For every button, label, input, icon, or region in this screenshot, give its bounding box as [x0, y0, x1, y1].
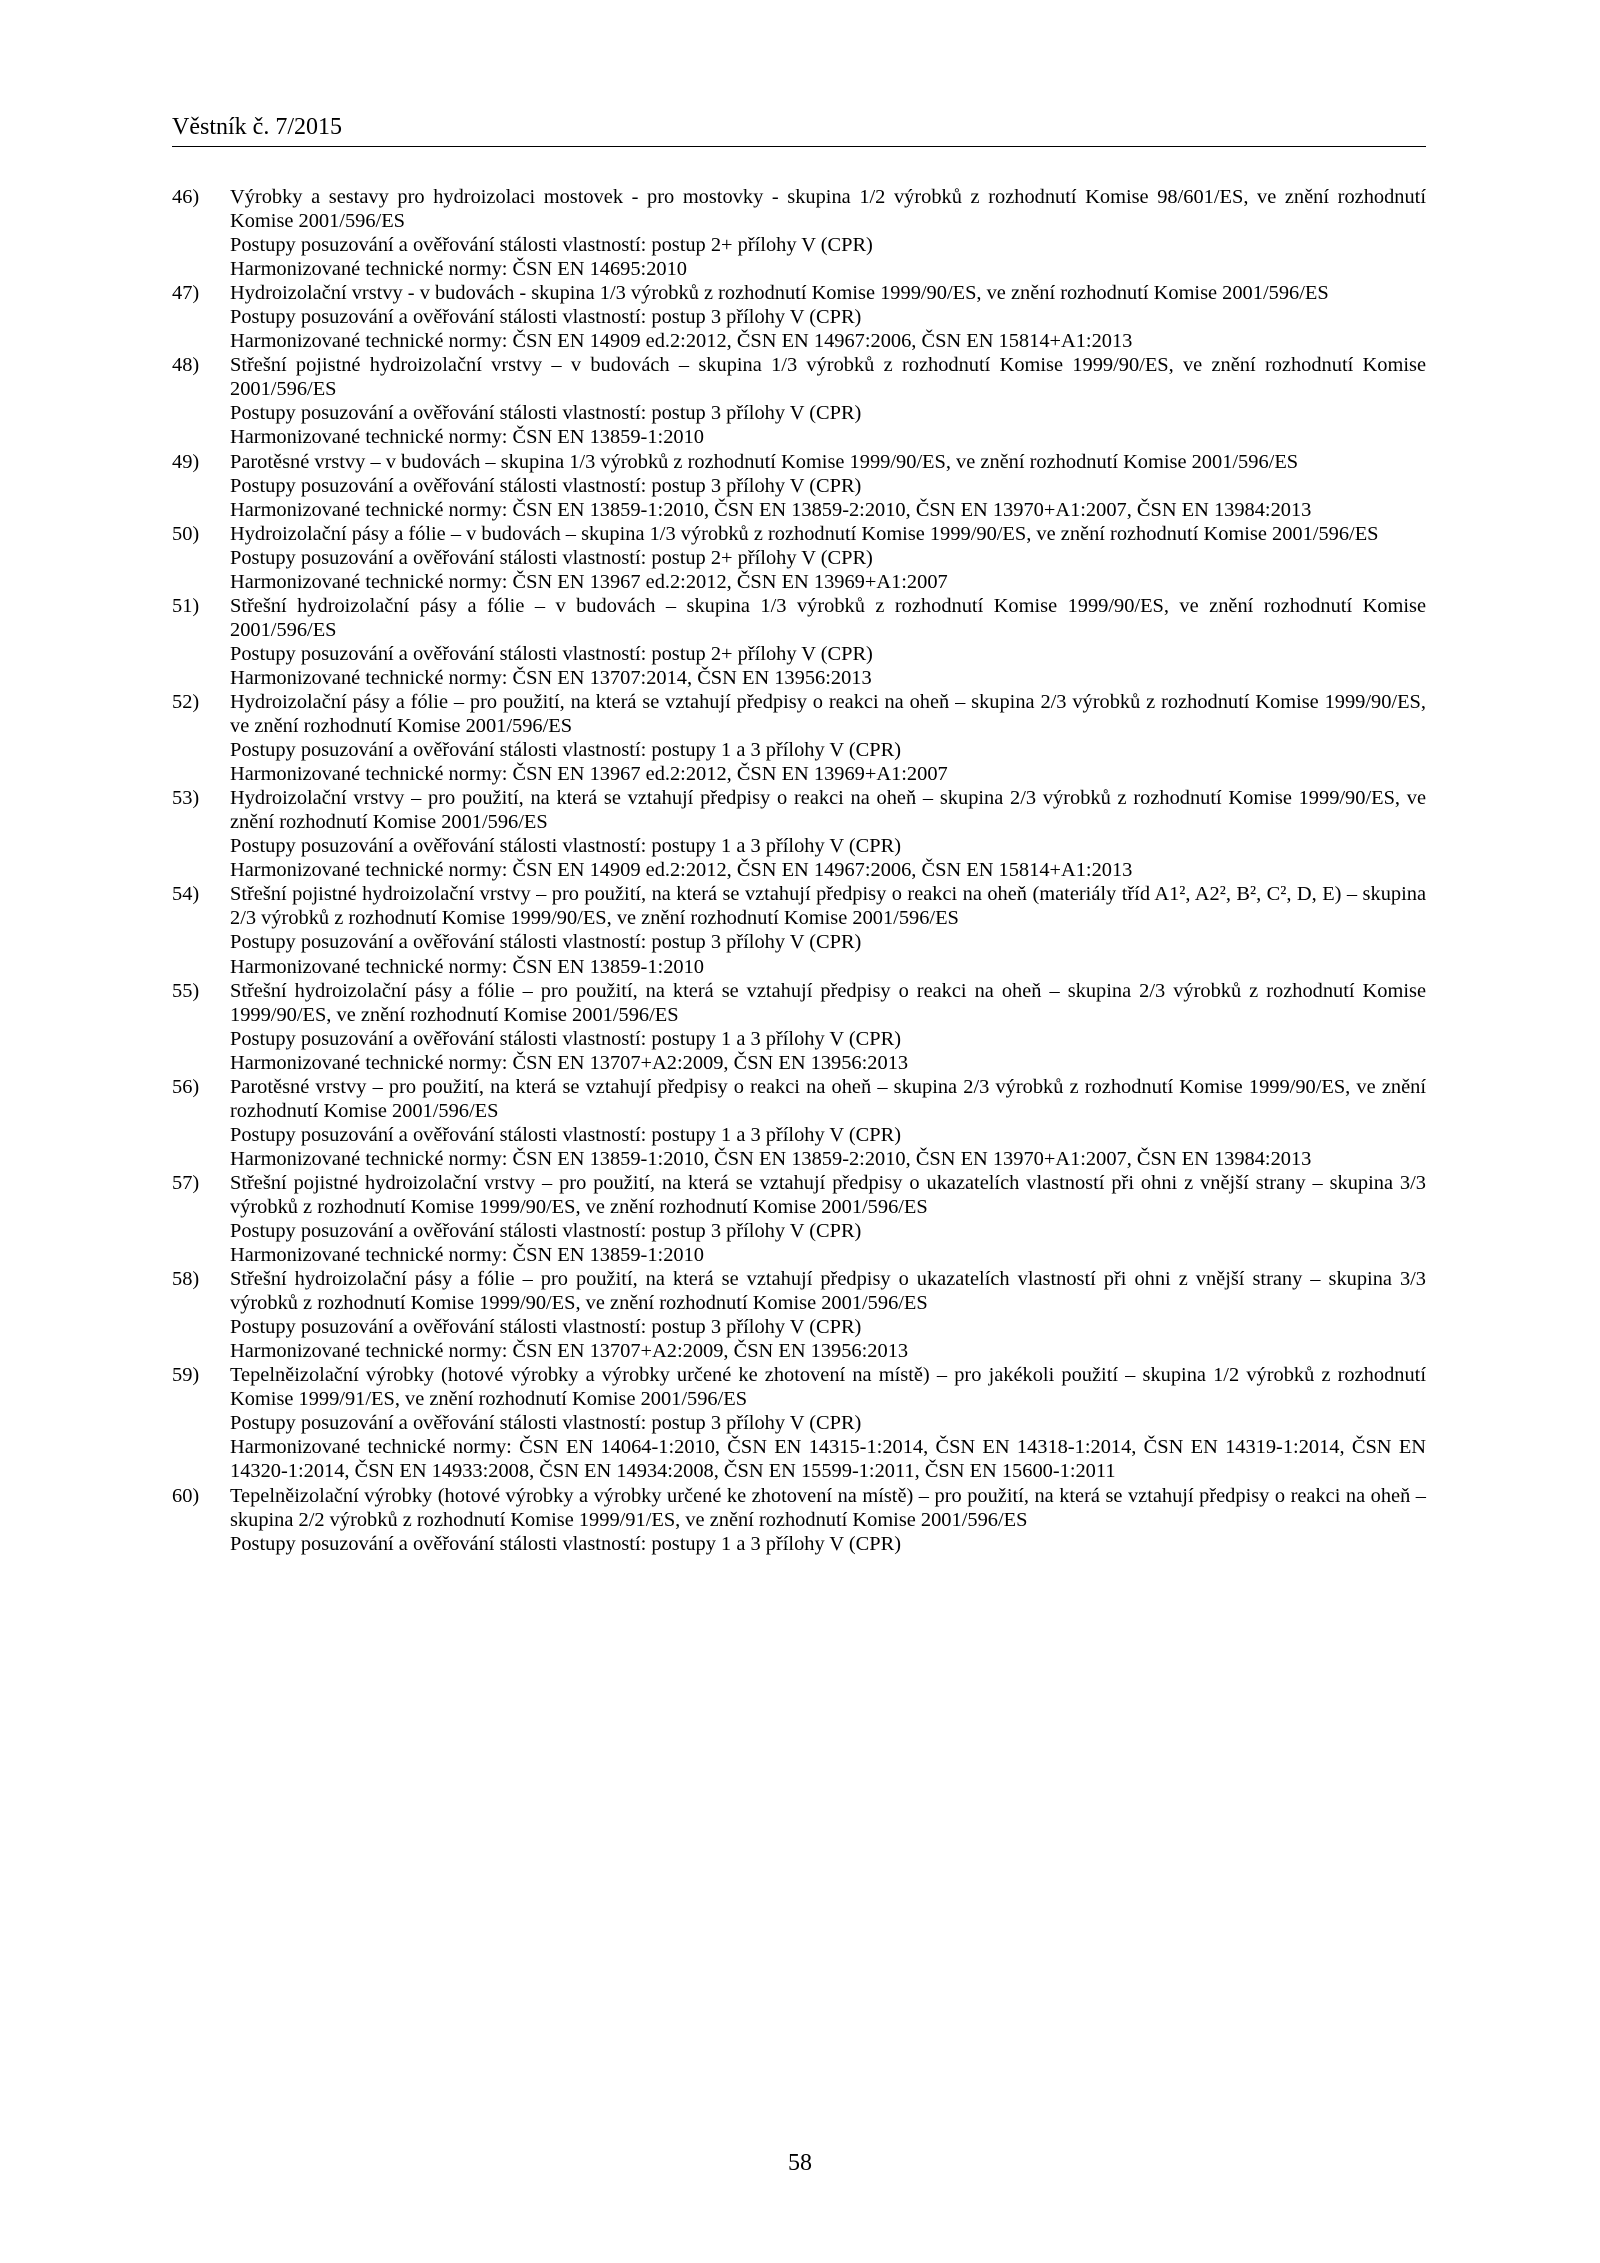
- list-item: [172, 185, 1426, 281]
- item-number: 56): [172, 1075, 200, 1098]
- harmonized-standards: Harmonizované technické normy: ČSN EN 13859-1:2010: [230, 426, 704, 449]
- item-number: 57): [172, 1171, 200, 1194]
- assessment-procedure: Postupy posuzování a ověřování stálosti vlastností: postupy 1 a 3 přílohy V (CPR): [230, 1027, 901, 1050]
- item-number: 48): [172, 354, 200, 377]
- assessment-procedure: Postupy posuzování a ověřování stálosti vlastností: postup 3 přílohy V (CPR): [230, 1412, 862, 1435]
- item-number: 59): [172, 1364, 200, 1387]
- product-description: Parotěsné vrstvy – pro použití, na která se vztahují předpisy o reakci na oheň – skupina 2/3 výrobků z rozhodnutí Komise 1999/90/ES, ve znění rozhodnutí Komise 2001/596/ES: [230, 1075, 1426, 1122]
- product-description: Výrobky a sestavy pro hydroizolaci mostovek - pro mostovky - skupina 1/2 výrobků z rozhodnutí Komise 98/601/ES, ve znění rozhodnutí Komise 2001/596/ES: [230, 186, 1426, 233]
- item-number: 58): [172, 1268, 200, 1291]
- list-item: [172, 1075, 1426, 1171]
- product-description: Hydroizolační vrstvy - v budovách - skupina 1/3 výrobků z rozhodnutí Komise 1999/90/ES, ve znění rozhodnutí Komise 2001/596/ES: [230, 282, 1329, 305]
- item-number: 50): [172, 522, 200, 545]
- assessment-procedure: Postupy posuzování a ověřování stálosti vlastností: postup 3 přílohy V (CPR): [230, 306, 862, 329]
- assessment-procedure: Postupy posuzování a ověřování stálosti vlastností: postup 3 přílohy V (CPR): [230, 931, 862, 954]
- assessment-procedure: Postupy posuzování a ověřování stálosti vlastností: postup 3 přílohy V (CPR): [230, 402, 862, 425]
- item-number: 55): [172, 979, 200, 1002]
- list-item: [172, 1171, 1426, 1267]
- list-item: [172, 979, 1426, 1075]
- list-item: [172, 786, 1426, 882]
- assessment-procedure: Postupy posuzování a ověřování stálosti vlastností: postup 3 přílohy V (CPR): [230, 1316, 862, 1339]
- harmonized-standards: Harmonizované technické normy: ČSN EN 14695:2010: [230, 258, 687, 281]
- harmonized-standards: Harmonizované technické normy: ČSN EN 13707:2014, ČSN EN 13956:2013: [230, 666, 872, 689]
- harmonized-standards: Harmonizované technické normy: ČSN EN 13859-1:2010: [230, 1244, 704, 1267]
- harmonized-standards: Harmonizované technické normy: ČSN EN 13859-1:2010, ČSN EN 13859-2:2010, ČSN EN 13970+A1:2007, ČSN EN 13984:2013: [230, 1147, 1312, 1170]
- assessment-procedure: Postupy posuzování a ověřování stálosti vlastností: postupy 1 a 3 přílohy V (CPR): [230, 1123, 901, 1146]
- product-description: Střešní pojistné hydroizolační vrstvy – v budovách – skupina 1/3 výrobků z rozhodnutí Komise 1999/90/ES, ve znění rozhodnutí Komise 2001/596/ES: [230, 354, 1426, 401]
- harmonized-standards: Harmonizované technické normy: ČSN EN 13707+A2:2009, ČSN EN 13956:2013: [230, 1340, 909, 1363]
- document-body: [172, 185, 1426, 1556]
- item-number: 52): [172, 690, 200, 713]
- list-item: [172, 1363, 1426, 1483]
- product-description: Hydroizolační pásy a fólie – pro použití, na která se vztahují předpisy o reakci na oheň – skupina 2/3 výrobků z rozhodnutí Komise 1999/90/ES, ve znění rozhodnutí Komise 2001/596/ES: [230, 690, 1426, 738]
- harmonized-standards: Harmonizované technické normy: ČSN EN 14909 ed.2:2012, ČSN EN 14967:2006, ČSN EN 15814+A1:2013: [230, 859, 1133, 882]
- product-description: Tepelněizolační výrobky (hotové výrobky a výrobky určené ke zhotovení na místě) – pro jakékoli použití – skupina 1/2 výrobků z rozhodnutí Komise 1999/91/ES, ve znění rozhodnutí Komise 2001/596/ES: [230, 1364, 1426, 1411]
- item-number: 51): [172, 594, 200, 617]
- product-description: Tepelněizolační výrobky (hotové výrobky a výrobky určené ke zhotovení na místě) – pro použití, na která se vztahují předpisy o reakci na oheň – skupina 2/2 výrobků z rozhodnutí Komise 1999/91/ES, ve znění rozhodnutí Komise 2001/596/ES: [230, 1484, 1426, 1531]
- list-item: [172, 1484, 1426, 1556]
- harmonized-standards: Harmonizované technické normy: ČSN EN 13859-1:2010, ČSN EN 13859-2:2010, ČSN EN 13970+A1:2007, ČSN EN 13984:2013: [230, 498, 1312, 521]
- product-description: Hydroizolační vrstvy – pro použití, na která se vztahují předpisy o reakci na oheň – skupina 2/3 výrobků z rozhodnutí Komise 1999/90/ES, ve znění rozhodnutí Komise 2001/596/ES: [230, 787, 1426, 834]
- product-description: Střešní hydroizolační pásy a fólie – pro použití, na která se vztahují předpisy o ukazatelích vlastností při ohni z vnější strany – skupina 3/3 výrobků z rozhodnutí Komise 1999/90/ES, ve znění rozhodnutí Komise 2001/596/ES: [230, 1268, 1426, 1315]
- product-description: Střešní pojistné hydroizolační vrstvy – pro použití, na která se vztahují předpisy o ukazatelích vlastností při ohni z vnější strany – skupina 3/3 výrobků z rozhodnutí Komise 1999/90/ES, ve znění rozhodnutí Komise 2001/596/ES: [230, 1171, 1426, 1218]
- assessment-procedure: Postupy posuzování a ověřování stálosti vlastností: postup 2+ přílohy V (CPR): [230, 546, 873, 569]
- harmonized-standards: Harmonizované technické normy: ČSN EN 13967 ed.2:2012, ČSN EN 13969+A1:2007: [230, 763, 948, 786]
- assessment-procedure: Postupy posuzování a ověřování stálosti vlastností: postupy 1 a 3 přílohy V (CPR): [230, 1532, 901, 1555]
- list-item: [172, 690, 1426, 786]
- product-description: Střešní hydroizolační pásy a fólie – v budovách – skupina 1/3 výrobků z rozhodnutí Komise 1999/90/ES, ve znění rozhodnutí Komise 2001/596/ES: [230, 594, 1426, 641]
- assessment-procedure: Postupy posuzování a ověřování stálosti vlastností: postup 2+ přílohy V (CPR): [230, 234, 873, 257]
- list-item: [172, 450, 1426, 522]
- assessment-procedure: Postupy posuzování a ověřování stálosti vlastností: postup 3 přílohy V (CPR): [230, 1220, 862, 1243]
- list-item: [172, 353, 1426, 449]
- list-item: [172, 1267, 1426, 1363]
- item-number: 46): [172, 186, 200, 208]
- page-header: [172, 112, 1426, 147]
- item-number: 49): [172, 450, 200, 473]
- list-item: [172, 882, 1426, 978]
- list-item: [172, 281, 1426, 353]
- harmonized-standards: Harmonizované technické normy: ČSN EN 13967 ed.2:2012, ČSN EN 13969+A1:2007: [230, 570, 948, 593]
- product-description: Parotěsné vrstvy – v budovách – skupina 1/3 výrobků z rozhodnutí Komise 1999/90/ES, ve znění rozhodnutí Komise 2001/596/ES: [230, 450, 1299, 473]
- product-description: Střešní pojistné hydroizolační vrstvy – pro použití, na která se vztahují předpisy o reakci na oheň (materiály tříd A1², A2², B², C², D, E) – skupina 2/3 výrobků z rozhodnutí Komise 1999/90/ES, ve znění rozhodnutí Komise 2001/596/ES: [230, 883, 1426, 930]
- harmonized-standards: Harmonizované technické normy: ČSN EN 13859-1:2010: [230, 955, 704, 978]
- item-number: 60): [172, 1484, 200, 1507]
- assessment-procedure: Postupy posuzování a ověřování stálosti vlastností: postup 2+ přílohy V (CPR): [230, 642, 873, 665]
- product-description: Střešní hydroizolační pásy a fólie – pro použití, na která se vztahují předpisy o reakci na oheň – skupina 2/3 výrobků z rozhodnutí Komise 1999/90/ES, ve znění rozhodnutí Komise 2001/596/ES: [230, 979, 1426, 1026]
- item-number: 54): [172, 883, 200, 906]
- harmonized-standards: Harmonizované technické normy: ČSN EN 14064-1:2010, ČSN EN 14315-1:2014, ČSN EN 14318-1:2014, ČSN EN 14319-1:2014, ČSN EN 14320-1:2014, ČSN EN 14933:2008, ČSN EN 14934:2008, ČSN EN 15599-1:2011, ČSN EN 15600-1:2011: [230, 1436, 1426, 1483]
- assessment-procedure: Postupy posuzování a ověřování stálosti vlastností: postupy 1 a 3 přílohy V (CPR): [230, 739, 901, 762]
- assessment-procedure: Postupy posuzování a ověřování stálosti vlastností: postup 3 přílohy V (CPR): [230, 474, 862, 497]
- harmonized-standards: Harmonizované technické normy: ČSN EN 14909 ed.2:2012, ČSN EN 14967:2006, ČSN EN 15814+A1:2013: [230, 330, 1133, 353]
- list-item: [172, 522, 1426, 594]
- page-header-title: Věstník č. 7/2015: [172, 114, 342, 140]
- item-number: 47): [172, 282, 200, 305]
- page-number: 58: [788, 2150, 812, 2176]
- product-description: Hydroizolační pásy a fólie – v budovách – skupina 1/3 výrobků z rozhodnutí Komise 1999/90/ES, ve znění rozhodnutí Komise 2001/596/ES: [230, 522, 1379, 545]
- harmonized-standards: Harmonizované technické normy: ČSN EN 13707+A2:2009, ČSN EN 13956:2013: [230, 1051, 909, 1074]
- list-item: [172, 594, 1426, 690]
- assessment-procedure: Postupy posuzování a ověřování stálosti vlastností: postupy 1 a 3 přílohy V (CPR): [230, 835, 901, 858]
- item-number: 53): [172, 787, 200, 810]
